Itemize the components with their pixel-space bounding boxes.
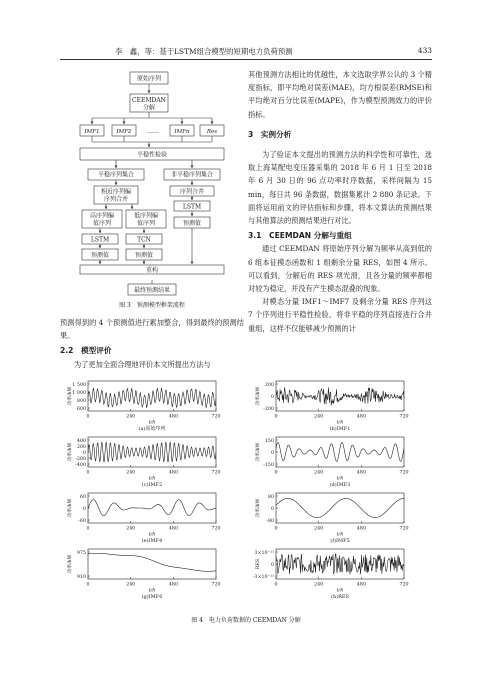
left-para-2: 为了更加全面合理地评价本文所提出方法与 [74, 359, 211, 369]
page-number: 433 [417, 46, 432, 55]
section-3-1-heading: 3.1 CEEMDAN 分解与重组 [248, 231, 352, 241]
fc-imf2-text: IMF2 [116, 129, 132, 135]
y-tick-label: 0 [270, 562, 274, 568]
subplot-label: (g)IMF6 [141, 594, 163, 600]
subplot-1 [66, 381, 221, 432]
x-axis-label: t/h [148, 588, 156, 594]
fc-hf-text2: 值序列 [92, 220, 112, 227]
x-tick-label: 480 [356, 582, 366, 588]
x-tick-label: 240 [314, 414, 324, 420]
fc-lstm1-text: LSTM [90, 236, 110, 244]
subplot-6 [254, 493, 409, 544]
right-para-3: 通过 CEEMDAN 将原始序列分解为频率从高到低的 6 组本征模态函数和 1 组剩余分量 RES，如图 4 所示。可以看到，分解后的 RES 项光滑，且各分量的频率都相对较为稳定，并没有产生模态混叠的现象。 [248, 244, 432, 294]
x-axis-label: t/h [336, 476, 344, 482]
x-tick-label: 240 [314, 470, 324, 476]
y-tick-label: 0 [270, 450, 274, 456]
x-tick-label: 480 [168, 470, 178, 476]
y-tick-label: 80 [267, 494, 274, 500]
x-axis-label: t/h [336, 532, 344, 538]
fc-pred2-text: 预测值 [134, 252, 154, 259]
y-tick-label: -3×10⁻¹¹ [252, 574, 274, 580]
section-3-heading: 3 实例分析 [248, 129, 292, 139]
y-tick-label: 910 [76, 574, 86, 580]
y-tick-label: -200 [75, 456, 86, 462]
subplot-frame [88, 549, 216, 579]
x-tick-label: 720 [211, 470, 221, 476]
x-tick-label: 480 [356, 414, 366, 420]
y-tick-label: -80 [266, 518, 274, 524]
fc-final-text: 最终预测结果 [133, 287, 171, 294]
subplot-2 [254, 381, 409, 432]
fc-lf-text1: 低序列编 [133, 212, 159, 220]
fc-stationarity-text: 平稳性检验 [136, 151, 168, 159]
x-tick-label: 480 [168, 414, 178, 420]
y-tick-label: -150 [263, 462, 274, 468]
x-tick-label: 0 [274, 414, 278, 420]
subplot-label: (e)IMF4 [141, 538, 163, 544]
x-tick-label: 720 [211, 526, 221, 532]
y-tick-label: 400 [76, 438, 86, 444]
fc-nonstationary-text: 非平稳序列集合 [170, 171, 214, 179]
y-axis-label: 功率/kW [256, 442, 261, 462]
x-axis-label: t/h [148, 420, 156, 426]
y-tick-label: 150 [264, 438, 274, 444]
y-axis-label: 功率/kW [256, 498, 261, 518]
fc-hf-text1: 高序列编 [89, 212, 115, 220]
x-axis-label: t/h [148, 476, 156, 482]
x-tick-label: 0 [86, 414, 90, 420]
fig4-plots [60, 377, 432, 609]
y-tick-label: 975 [76, 550, 86, 556]
right-para-4: 对模态分量 IMF1～IMF7 及剩余分量 RES 序列这 7 个序列进行平稳性检验，将非平稳的序列直接进行合并重组，这样不仅能够减少预测的计 [248, 297, 432, 333]
fc-decomp-text1: CEEMDAN [132, 97, 166, 104]
subplot-3 [66, 437, 221, 488]
y-tick-label: 600 [76, 406, 86, 412]
x-axis-label: t/h [336, 588, 344, 594]
y-tick-label: -400 [75, 462, 86, 468]
subplot-label: (f)IMF5 [330, 538, 350, 544]
x-tick-label: 240 [126, 526, 136, 532]
y-tick-label: 0 [82, 506, 86, 512]
x-tick-label: 720 [211, 582, 221, 588]
x-tick-label: 720 [399, 470, 409, 476]
x-tick-label: 0 [274, 526, 278, 532]
x-tick-label: 480 [168, 582, 178, 588]
subplot-8 [253, 549, 409, 600]
y-tick-label: 800 [76, 398, 86, 404]
x-axis-label: t/h [148, 532, 156, 538]
x-tick-label: 720 [399, 414, 409, 420]
fc-lstm3-text: LSTM [182, 203, 202, 211]
y-tick-label: 200 [76, 444, 86, 450]
flowchart-figure [76, 66, 248, 280]
fc-tcn-text: TCN [137, 236, 151, 244]
fc-imf1-text: IMF1 [84, 129, 100, 135]
x-tick-label: 720 [211, 414, 221, 420]
subplot-label: (h)RES [331, 594, 349, 600]
x-tick-label: 0 [274, 582, 278, 588]
x-tick-label: 480 [168, 526, 178, 532]
x-tick-label: 240 [314, 526, 324, 532]
decomposition-plots-svg [60, 377, 432, 609]
fc-lf-text2: 值序列 [136, 220, 156, 227]
x-tick-label: 0 [86, 582, 90, 588]
subplot-5 [66, 493, 221, 544]
fc-start-text: 原始序列 [136, 75, 162, 83]
flowchart-final [76, 280, 248, 298]
fc-stationary-text: 平稳序列集合 [97, 171, 135, 179]
y-tick-label: 200 [264, 382, 274, 388]
subplot-7 [66, 549, 221, 600]
subplot-label: (c)IMF2 [141, 482, 163, 488]
fc-dots-text: …… [147, 128, 159, 135]
right-para-2: 为了验证本文提出的预测方法的科学性和可靠性，选取上海某配电变压器采集的 2018 年 6 月 1 日至 2018 年 6 月 30 日的 96 点功率时序数据，采样间隔为 15 min，每日共 96 条数据，数据集累计 2 880 条记录。下面将运用前文的评估指标和步骤，将本文算法的预测结果与其他算法的预测结果进行对比。 [248, 150, 432, 226]
subplot-label: (b)IMF1 [329, 426, 351, 432]
y-axis-label: 功率/kW [68, 386, 73, 406]
y-tick-label: 3×10⁻¹¹ [254, 550, 274, 556]
x-axis-label: t/h [336, 420, 344, 426]
x-tick-label: 0 [86, 470, 90, 476]
x-tick-label: 240 [126, 470, 136, 476]
fig3-caption: 图 3 预测模型框架流程 [119, 302, 185, 309]
section-2-2-heading: 2.2 模型评价 [60, 346, 112, 356]
y-tick-label: 1 500 [72, 382, 86, 388]
fc-seqmerge-text: 序列合并 [179, 188, 205, 196]
y-tick-label: -60 [78, 518, 86, 524]
y-axis-label: 功率/kW [68, 498, 73, 518]
subplot-label: (a)原始序列 [138, 426, 166, 432]
running-header [60, 46, 432, 58]
right-column [248, 68, 432, 335]
fc-pred1-text: 预测值 [90, 252, 110, 259]
x-tick-label: 240 [126, 582, 136, 588]
y-axis-label: 功率/kW [68, 554, 73, 574]
y-tick-label: -200 [263, 406, 274, 412]
right-para-1: 其他预测方法相比的优越性，本文选取学界公认的 3 个精度指标，即平均绝对误差(MAE)，均方根误差(RMSE)和平均绝对百分比误差(MAPE)，作为模型预测效力的评价指标。 [248, 70, 432, 119]
y-tick-label: 0 [270, 506, 274, 512]
header-title: 李 鑫，等：基于LSTM组合模型的短期电力负荷预测 [115, 47, 293, 56]
x-tick-label: 240 [126, 414, 136, 420]
fc-regroup-text1: 相近序列编 [100, 188, 132, 196]
fc-regroup-text2: 序列合并 [103, 196, 129, 203]
header-rule [60, 59, 432, 60]
x-tick-label: 720 [399, 526, 409, 532]
y-axis-label: 功率/kW [256, 386, 261, 406]
subplot-frame [276, 437, 404, 467]
fc-pred3-text: 预测值 [182, 220, 202, 227]
y-tick-label: 0 [270, 394, 274, 400]
subplot-label: (d)IMF3 [329, 482, 351, 488]
x-tick-label: 480 [356, 470, 366, 476]
y-axis-label: 功率/kW [68, 442, 73, 462]
y-tick-label: 0 [82, 450, 86, 456]
left-column [60, 316, 244, 371]
fc-res-text: Res [206, 129, 218, 135]
fig4-caption: 图 4 电力负荷数据的 CEEMDAN 分解 [191, 617, 301, 624]
fc-decomp-text2: 分解 [142, 104, 156, 112]
subplot-4 [254, 437, 409, 488]
fc-imfn-text: IMFn [174, 129, 190, 135]
fc-superpose-text: 重构 [145, 267, 159, 274]
subplot-frame [276, 493, 404, 523]
x-tick-label: 480 [356, 526, 366, 532]
y-axis-label: RES [256, 558, 261, 570]
y-tick-label: 60 [79, 494, 86, 500]
x-tick-label: 720 [399, 582, 409, 588]
left-para-1: 预测得到的 4 个预测值进行累加整合，得到最终的预测结果。 [60, 318, 244, 341]
x-tick-label: 240 [314, 582, 324, 588]
x-tick-label: 0 [86, 526, 90, 532]
y-tick-label: 1 000 [72, 390, 86, 396]
x-tick-label: 0 [274, 470, 278, 476]
